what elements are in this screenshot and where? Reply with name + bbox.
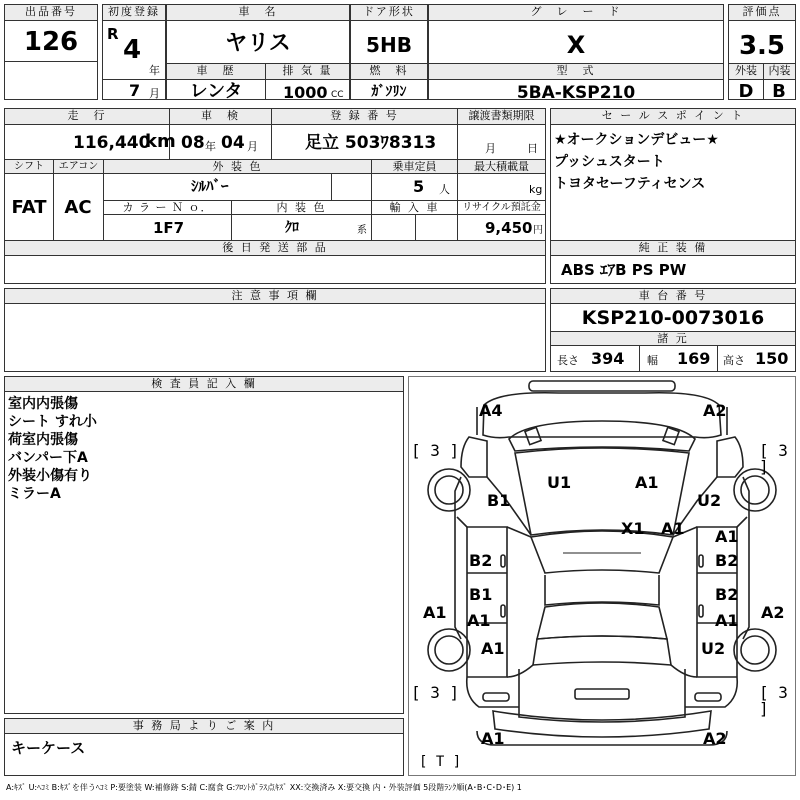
- sales-points-label: セ ー ル ス ポ イ ン ト: [551, 109, 795, 125]
- car-name-box: 車 名 ヤリス 車 歴 排 気 量 レンタ 1000 CC: [166, 4, 350, 100]
- later-parts-label: 後 日 発 送 部 品: [5, 241, 545, 256]
- era-label: R: [107, 25, 119, 43]
- damage-mark: B1: [469, 585, 493, 604]
- equipment-box: [550, 240, 796, 284]
- registration-box: 初度登録 R 4 年 7 月: [102, 4, 166, 100]
- damage-mark: U2: [701, 639, 726, 658]
- damage-mark: B1: [487, 491, 511, 510]
- door-box: [350, 4, 428, 100]
- registration-label: 初度登録: [103, 5, 165, 21]
- notes-box: [4, 288, 546, 372]
- inspector-label: 検 査 員 記 入 欄: [5, 377, 403, 392]
- seats-label: 乗車定員: [371, 160, 457, 174]
- equipment-list: ABS ｴｱB PS PW: [561, 261, 687, 279]
- inspector-note: 外装小傷有り: [8, 468, 92, 484]
- vehicle-info-box: 走 行 車 検 登 録 番 号 譲渡書類期限 116,440 km 08 年 04 月 足立 503ﾜ8313 月 日 シフト エアコン 外 装 色 乗車定員 最大積載量 FAT AC ｼﾙﾊﾞｰ 5 人 kg カ ラ ー Ｎ ｏ． 内 装 色 輸 入 車 リサイクル預託金 1F7 ｸﾛ 系 9,450 円: [4, 108, 546, 242]
- import-label: 輸 入 車: [371, 201, 457, 215]
- damage-mark: A1: [661, 519, 685, 538]
- interior-color-label: 内 装 色: [231, 201, 371, 215]
- later-parts-box: [4, 240, 546, 284]
- office-note: キーケース: [11, 739, 86, 757]
- color-no-label: カ ラ ー Ｎ ｏ．: [104, 201, 231, 215]
- lot-number: 126: [23, 27, 79, 57]
- damage-mark: A1: [715, 527, 739, 546]
- damage-mark: A1: [481, 639, 505, 658]
- car-diagram-outline: [409, 377, 795, 775]
- damage-mark: A4: [479, 401, 503, 420]
- width: 169: [677, 349, 711, 368]
- sales-point-line: トヨタセーフティセンス: [554, 176, 706, 192]
- tire-tread-mark: [ 3 ]: [759, 683, 788, 718]
- first-registration-month: 7: [129, 81, 141, 100]
- tire-tread-mark: [ 3 ]: [759, 441, 788, 476]
- interior-score: B: [772, 81, 786, 102]
- damage-mark: A1: [715, 611, 739, 630]
- lot-box: [4, 4, 98, 100]
- model-label: 型 式: [429, 64, 723, 80]
- door-type: 5HB: [366, 33, 412, 57]
- score-box: [728, 4, 796, 100]
- inspector-note: バンパー下A: [8, 450, 88, 466]
- inspector-note: シート すれ小: [8, 414, 97, 430]
- car-name: ヤリス: [225, 31, 291, 56]
- damage-mark: X1: [621, 519, 645, 538]
- aircon-label: エアコン: [53, 160, 103, 174]
- dimensions-label: 諸 元: [551, 332, 795, 346]
- grade: X: [566, 31, 586, 59]
- recycle-label: リサイクル預託金: [457, 201, 545, 215]
- damage-mark: A1: [481, 729, 505, 748]
- inspector-note: 荷室内張傷: [8, 432, 78, 448]
- damage-mark: A2: [703, 401, 727, 420]
- plate-number: 足立 503ﾜ8313: [305, 133, 437, 153]
- chassis-label: 車 台 番 号: [551, 289, 795, 304]
- grade-box: [428, 4, 724, 103]
- height: 150: [755, 349, 789, 368]
- sales-points-box: [550, 108, 796, 242]
- car-history: レンタ: [189, 81, 243, 102]
- inspector-box: [4, 376, 404, 714]
- mileage-label: 走 行: [5, 109, 169, 125]
- mileage: 116,440: [73, 133, 151, 153]
- interior-color: ｸﾛ: [285, 220, 299, 236]
- tire-tread-mark: [ 3 ]: [411, 683, 460, 702]
- exterior-score: D: [738, 81, 754, 102]
- recycle-fee: 9,450: [485, 219, 533, 237]
- office-box: [4, 718, 404, 776]
- transfer-label: 譲渡書類期限: [457, 109, 545, 125]
- damage-diagram: [408, 376, 796, 776]
- score-label: 評価点: [729, 5, 795, 21]
- inspection-label: 車 検: [169, 109, 271, 125]
- damage-mark: B2: [715, 585, 739, 604]
- grade-label: グ レ ー ド: [429, 5, 723, 21]
- fuel-type: ｶﾞｿﾘﾝ: [371, 84, 407, 100]
- damage-mark: A1: [467, 611, 491, 630]
- car-name-label: 車 名: [167, 5, 349, 21]
- damage-mark: B2: [469, 551, 493, 570]
- chassis-box: 車 台 番 号 KSP210-0073016 諸 元 長さ 394 幅 169 高さ 150: [550, 288, 796, 372]
- color-number: 1F7: [153, 219, 185, 237]
- lot-label: 出品番号: [5, 5, 97, 21]
- load-label: 最大積載量: [457, 160, 545, 174]
- history-label: 車 歴: [167, 64, 265, 80]
- damage-mark: A2: [703, 729, 727, 748]
- displacement-label: 排 気 量: [265, 64, 349, 80]
- sales-point-line: ★オークションデビュー★: [554, 132, 719, 148]
- color-label: 外 装 色: [103, 160, 371, 174]
- inspection-month: 04: [221, 133, 245, 153]
- damage-mark: A2: [761, 603, 785, 622]
- overall-score: 3.5: [738, 31, 786, 61]
- inspector-note: 室内内張傷: [8, 396, 78, 412]
- spare-tire-mark: [ T ]: [419, 754, 462, 770]
- fuel-label: 燃 料: [351, 64, 427, 80]
- interior-score-label: 内装: [763, 64, 795, 80]
- length: 394: [591, 349, 625, 368]
- chassis-number: KSP210-0073016: [581, 307, 765, 329]
- seats: 5: [413, 177, 425, 196]
- tire-tread-mark: [ 3 ]: [411, 441, 460, 460]
- damage-mark: U1: [547, 473, 572, 492]
- damage-mark: U2: [697, 491, 722, 510]
- sales-point-line: プッシュスタート: [554, 154, 665, 170]
- legend: A:ｷｽﾞ U:ﾍｺﾐ B:ｷｽﾞを伴うﾍｺﾐ P:要塗装 W:補修跡 S:錆 C:腐食 G:ﾌﾛﾝﾄｶﾞﾗｽ点ｷｽﾞ XX:交換済み X:要交換 内・外装評価 5段階ﾗﾝｸ順(A･B･C･D･E) 1: [6, 783, 522, 792]
- inspection-year: 08: [181, 133, 205, 153]
- inspector-note: ミラーA: [8, 486, 61, 502]
- damage-mark: A1: [423, 603, 447, 622]
- first-registration-year: 4: [123, 35, 142, 65]
- shift: FAT: [11, 197, 47, 218]
- notes-label: 注 意 事 項 欄: [5, 289, 545, 304]
- damage-mark: B2: [715, 551, 739, 570]
- exterior-score-label: 外装: [729, 64, 763, 80]
- door-label: ドア形状: [351, 5, 427, 21]
- exterior-color: ｼﾙﾊﾞｰ: [191, 177, 229, 195]
- equipment-label: 純 正 装 備: [551, 241, 795, 256]
- model-code: 5BA-KSP210: [516, 83, 636, 103]
- displacement: 1000: [283, 83, 328, 102]
- aircon: AC: [64, 197, 92, 218]
- damage-mark: A1: [635, 473, 659, 492]
- plate-label: 登 録 番 号: [271, 109, 457, 125]
- office-label: 事 務 局 よ り ご 案 内: [5, 719, 403, 734]
- shift-label: シフト: [5, 160, 53, 174]
